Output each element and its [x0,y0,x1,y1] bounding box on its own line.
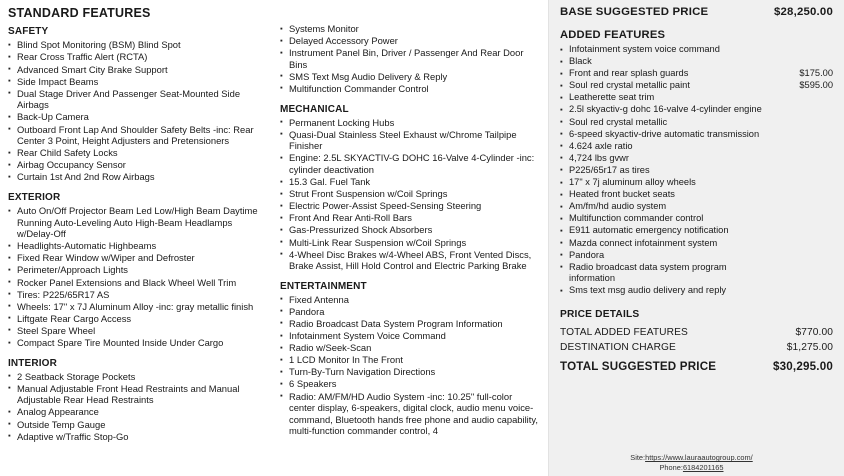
list-item [560,117,833,129]
pricing-panel [548,0,844,476]
feature-group-mechanical [280,104,538,272]
feature-group-entertainment [280,281,538,437]
feature-list-interior [8,371,264,443]
list-item [560,189,833,201]
list-item: ▪ Perimeter/Approach Lights [8,264,264,276]
dealer-contact-footer [549,453,834,472]
list-item: ▪ Dual Stage Driver And Passenger Seat-Mounted Side Airbags [8,88,264,111]
base-price-amount: $28,250.00 [773,6,833,18]
total-label: TOTAL SUGGESTED PRICE [560,359,717,373]
list-item [560,56,833,68]
added-feature-label: ▪ Black [569,56,592,67]
list-item: ▪ Curtain 1st And 2nd Row Airbags [8,171,264,183]
list-item: ▪ Front And Rear Anti-Roll Bars [280,212,538,224]
list-item: ▪ Airbag Occupancy Sensor [8,159,264,171]
feature-list-entertainment [280,294,538,437]
added-feature-label: ▪ 4.624 axle ratio [569,140,633,151]
list-item: ▪ Gas-Pressurized Shock Absorbers [280,224,538,236]
footer-site-prefix: Site: [630,453,646,463]
list-item: ▪ Fixed Antenna [280,294,538,306]
list-item [560,238,833,250]
list-item [560,225,833,237]
feature-group-exterior [8,192,264,349]
added-feature-label: ▪ Heated front bucket seats [569,189,675,200]
list-item: ▪ Outside Temp Gauge [8,419,264,431]
list-item: ▪ Auto On/Off Projector Beam Led Low/High Beam Daytime Running Auto-Leveling Auto High-Beam Headlamps w/Delay-Off [8,205,264,240]
list-item [560,262,833,285]
list-item: ▪ Fixed Rear Window w/Wiper and Defroster [8,252,264,264]
features-column-1 [0,6,274,476]
list-item: ▪ Radio Broadcast Data System Program Information [280,318,538,330]
list-item [560,129,833,141]
total-amount: $30,295.00 [772,359,833,373]
added-features-heading: ADDED FEATURES [560,29,666,41]
feature-group-interior [8,358,264,443]
list-item: ▪ Steel Spare Wheel [8,325,264,337]
list-item [560,201,833,213]
list-item: ▪ Rocker Panel Extensions and Black Wheel Well Trim [8,277,264,289]
added-feature-label: ▪ Leatherette seat trim [569,92,655,103]
list-item [560,153,833,165]
added-feature-label: ▪ Multifunction commander control [569,213,704,224]
added-feature-label: ▪ Front and rear splash guards [569,68,689,79]
added-feature-label: ▪ 2.5l skyactiv-g dohc 16-valve 4-cylinder engine [569,104,762,115]
base-price-label: BASE SUGGESTED PRICE [560,6,709,18]
base-price-row [560,6,833,18]
feature-list-safety [8,39,264,183]
added-feature-label: ▪ Soul red crystal metallic [569,116,668,127]
detail-amount: $770.00 [795,326,833,338]
added-features-list [560,44,833,297]
list-item [560,68,833,80]
list-item [560,285,833,297]
list-item: ▪ Systems Monitor [280,23,538,35]
detail-amount: $1,275.00 [786,341,833,353]
added-feature-label: ▪ Radio broadcast data system program information [569,261,727,284]
page-title: STANDARD FEATURES [8,6,151,20]
price-detail-row-total-added [560,325,833,340]
footer-site-url[interactable]: https://www.lauraautogroup.com/ [645,453,753,463]
added-feature-amount: $595.00 [799,80,833,91]
added-feature-label: ▪ Soul red crystal metallic paint [569,80,690,91]
added-feature-label: ▪ Mazda connect infotainment system [569,237,718,248]
list-item: ▪ Pandora [280,306,538,318]
list-item: ▪ Rear Cross Traffic Alert (RCTA) [8,51,264,63]
footer-phone-prefix: Phone: [659,462,683,472]
list-item: ▪ 1 LCD Monitor In The Front [280,354,538,366]
list-item: ▪ Blind Spot Monitoring (BSM) Blind Spot [8,39,264,51]
feature-list-mechanical [280,117,538,272]
list-item [560,80,833,92]
total-suggested-price-row [560,358,833,375]
list-item: ▪ Outboard Front Lap And Shoulder Safety Belts -inc: Rear Center 3 Point, Height Adjusters and Pretensioners [8,124,264,147]
footer-phone-number[interactable]: 6184201165 [682,462,724,472]
list-item: ▪ 15.3 Gal. Fuel Tank [280,176,538,188]
footer-site-line [549,453,834,462]
list-item: ▪ Infotainment System Voice Command [280,330,538,342]
added-feature-amount: $175.00 [799,68,833,79]
column-top-spacer [280,6,538,23]
added-feature-label: ▪ Am/fm/hd audio system [569,201,667,212]
group-heading: ENTERTAINMENT [280,280,367,292]
list-item: ▪ Liftgate Rear Cargo Access [8,313,264,325]
list-item: ▪ Manual Adjustable Front Head Restraints and Manual Adjustable Rear Head Restraints [8,383,264,406]
list-item [560,92,833,104]
added-feature-label: ▪ 6-speed skyactiv-drive automatic transmission [569,128,760,139]
list-item: ▪ Instrument Panel Bin, Driver / Passenger And Rear Door Bins [280,47,538,70]
list-item: ▪ Wheels: 17" x 7J Aluminum Alloy -inc: gray metallic finish [8,301,264,313]
list-item: ▪ Multifunction Commander Control [280,83,538,95]
feature-group-interior-continued [280,23,538,95]
list-item [560,213,833,225]
list-item: ▪ Tires: P225/65R17 AS [8,289,264,301]
list-item: ▪ 6 Speakers [280,378,538,390]
added-feature-label: ▪ Sms text msg audio delivery and reply [569,285,727,296]
list-item [560,177,833,189]
price-detail-row-destination [560,340,833,355]
footer-phone-line [549,463,834,472]
list-item [560,44,833,56]
list-item: ▪ Engine: 2.5L SKYACTIV-G DOHC 16-Valve 4-Cylinder -inc: cylinder deactivation [280,152,538,175]
list-item: ▪ Quasi-Dual Stainless Steel Exhaust w/Chrome Tailpipe Finisher [280,129,538,152]
list-item: ▪ Delayed Accessory Power [280,35,538,47]
added-feature-label: ▪ 17" x 7j aluminum alloy wheels [569,177,696,188]
detail-label: DESTINATION CHARGE [560,341,676,353]
list-item [560,250,833,262]
list-item: ▪ Radio w/Seek-Scan [280,342,538,354]
price-details-heading: PRICE DETAILS [560,308,640,320]
list-item: ▪ SMS Text Msg Audio Delivery & Reply [280,71,538,83]
group-heading: SAFETY [8,26,49,38]
feature-group-safety [8,26,264,183]
list-item: ▪ Multi-Link Rear Suspension w/Coil Springs [280,237,538,249]
list-item: ▪ 4-Wheel Disc Brakes w/4-Wheel ABS, Front Vented Discs, Brake Assist, Hill Hold Control and Electric Parking Brake [280,249,538,272]
added-feature-label: ▪ E911 automatic emergency notification [569,225,729,236]
list-item [560,141,833,153]
list-item: ▪ 2 Seatback Storage Pockets [8,371,264,383]
list-item [560,104,833,116]
detail-label: TOTAL ADDED FEATURES [560,326,688,338]
list-item: ▪ Back-Up Camera [8,111,264,123]
features-column-2 [274,6,548,476]
added-feature-label: ▪ 4,724 lbs gvwr [569,152,629,163]
list-item: ▪ Rear Child Safety Locks [8,147,264,159]
added-feature-label: ▪ P225/65r17 as tires [569,164,650,175]
list-item: ▪ Turn-By-Turn Navigation Directions [280,366,538,378]
list-item: ▪ Electric Power-Assist Speed-Sensing Steering [280,200,538,212]
list-item: ▪ Adaptive w/Traffic Stop-Go [8,431,264,443]
added-feature-label: ▪ Infotainment system voice command [569,44,720,54]
group-heading: MECHANICAL [280,103,349,115]
list-item: ▪ Side Impact Beams [8,76,264,88]
group-heading: EXTERIOR [8,192,61,203]
list-item: ▪ Headlights-Automatic Highbeams [8,240,264,252]
list-item: ▪ Permanent Locking Hubs [280,117,538,129]
added-feature-label: ▪ Pandora [569,249,605,260]
list-item [560,165,833,177]
list-item: ▪ Compact Spare Tire Mounted Inside Under Cargo [8,337,264,349]
list-item: ▪ Strut Front Suspension w/Coil Springs [280,188,538,200]
list-item: ▪ Radio: AM/FM/HD Audio System -inc: 10.25" full-color center display, 6-speakers, digital clock, audio menu voice-command, Bluetooth hands free phone and audio capability, multi-function commander control, 4 [280,391,538,437]
list-item: ▪ Analog Appearance [8,406,264,418]
list-item: ▪ Advanced Smart City Brake Support [8,64,264,76]
feature-list-interior-continued [280,23,538,95]
feature-list-exterior [8,205,264,349]
group-heading: INTERIOR [8,357,57,369]
